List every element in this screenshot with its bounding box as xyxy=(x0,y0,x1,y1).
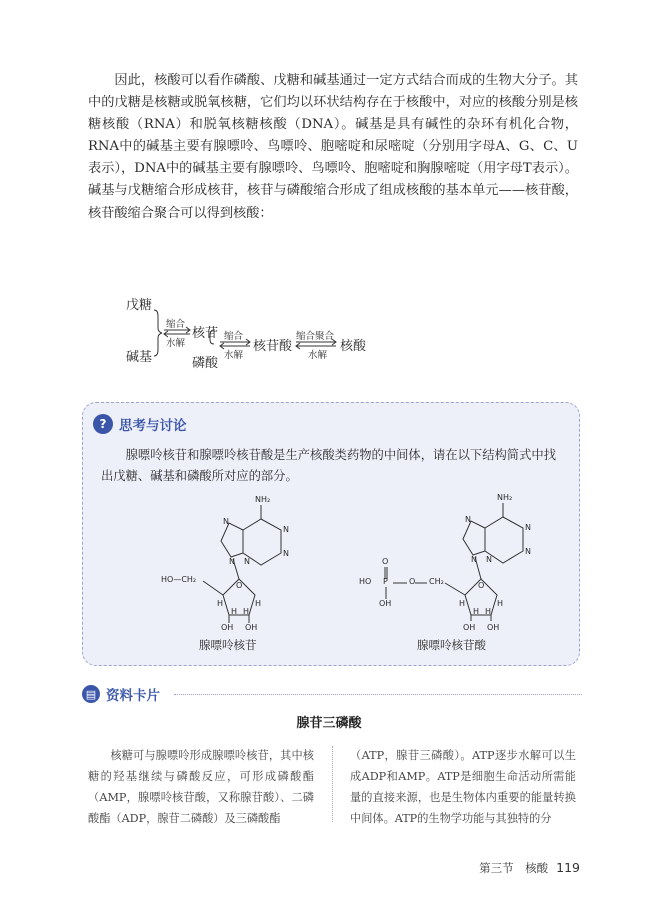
scheme-nucleic-acid: 核酸 xyxy=(340,339,367,354)
column-divider xyxy=(332,746,333,822)
amp-n5: N xyxy=(471,555,477,564)
amp-h4: H xyxy=(485,607,492,616)
adenosine-nh2: NH₂ xyxy=(255,495,271,504)
question-icon: ? xyxy=(93,414,113,434)
amp-nh2: NH₂ xyxy=(497,493,513,502)
info-card-header xyxy=(82,682,582,706)
discussion-header xyxy=(93,413,187,435)
book-icon: ▤ xyxy=(82,685,100,703)
scheme-nucleoside: 核苷 xyxy=(192,326,219,341)
scheme-hydrolysis3-label: 水解 xyxy=(308,350,328,361)
amp-ring-o: O xyxy=(478,581,485,590)
amp-ho: HO xyxy=(359,577,372,586)
adenosine-n5: N xyxy=(229,557,235,566)
intro-paragraph: 因此，核酸可以看作磷酸、戊糖和碱基通过一定方式结合而成的生物大分子。其中的戊糖是核糖或脱氧核糖，它们均以环状结构存在于核酸中，对应的核酸分别是核糖核酸（RNA）和脱氧核糖核酸（DNA）。碱基是具有碱性的杂环有机化合物，RNA中的碱基主要有腺嘌呤、鸟嘌呤、胞嘧啶和尿嘧啶（分别用字母A、G、C、U表示），DNA中的碱基主要有腺嘌呤、鸟嘌呤、胞嘧啶和胸腺嘧啶（用字母T表示）。碱基与戊糖缩合形成核苷，核苷与磷酸缩合形成了组成核酸的基本单元——核苷酸，核苷酸缩合聚合可以得到核酸： xyxy=(88,73,578,221)
scheme-base: 碱基 xyxy=(126,350,153,365)
adenosine-h4: H xyxy=(243,607,250,616)
page-number: 119 xyxy=(556,860,580,875)
discussion-box xyxy=(82,402,580,666)
amp-o-link: O xyxy=(409,577,416,586)
adenosine-n4: N xyxy=(223,517,229,526)
scheme-pentose: 戊糖 xyxy=(126,298,153,313)
amp-n4: N xyxy=(465,515,471,524)
amp-h2: H xyxy=(497,599,504,608)
adenosine-n2: N xyxy=(283,549,289,558)
page-footer xyxy=(479,860,580,876)
amp-oh2: OH xyxy=(487,623,500,632)
adenosine-n3: N xyxy=(244,557,250,566)
adenosine-h2: H xyxy=(255,599,262,608)
scheme-phosphate: 磷酸 xyxy=(192,356,219,371)
discussion-text: 腺嘌呤核苷和腺嘌呤核苷酸是生产核酸类药物的中间体，请在以下结构简式中找出戊糖、碱基和磷酸所对应的部分。 xyxy=(101,448,556,483)
scheme-hydrolysis-label: 水解 xyxy=(166,338,186,349)
info-card-rule xyxy=(174,694,582,695)
scheme-condense2-label: 缩合 xyxy=(224,331,244,342)
adenosine-ho-ch2: HO—CH₂ xyxy=(161,575,197,584)
scheme-condense-label: 缩合 xyxy=(166,319,186,330)
discussion-title: 思考与讨论 xyxy=(119,418,187,434)
amp-n2: N xyxy=(525,547,531,556)
amp-structure xyxy=(353,491,563,655)
adenosine-label: 腺嘌呤核苷 xyxy=(199,638,257,652)
amp-p: P xyxy=(383,577,388,586)
adenosine-oh2: OH xyxy=(245,623,258,632)
amp-ch2: CH₂ xyxy=(429,577,444,586)
info-card-subtitle: 腺苷三磷酸 xyxy=(296,716,362,731)
adenosine-bonds xyxy=(143,495,313,625)
condensation-scheme xyxy=(110,292,410,370)
footer-section: 第三节 核酸 xyxy=(479,861,549,875)
amp-n3: N xyxy=(486,555,492,564)
adenosine-oh1: OH xyxy=(221,623,234,632)
scheme-arrows xyxy=(110,292,410,370)
scheme-hydrolysis2-label: 水解 xyxy=(224,350,244,361)
adenosine-ring-o: O xyxy=(236,581,243,590)
amp-label: 腺嘌呤核苷酸 xyxy=(417,638,486,652)
amp-p-oh: OH xyxy=(379,599,392,608)
amp-h1: H xyxy=(459,599,466,608)
intro-text-block xyxy=(88,70,578,225)
amp-p-double-o: O xyxy=(382,557,389,566)
scheme-polymerize-label: 缩合聚合 xyxy=(296,331,335,342)
adenosine-n1: N xyxy=(283,525,289,534)
adenosine-structure xyxy=(143,495,313,655)
amp-n1: N xyxy=(525,523,531,532)
info-card-left-column: 核糖可与腺嘌呤形成腺嘌呤核苷，其中核糖的羟基继续与磷酸反应，可形成磷酸酯（AMP，腺嘌呤核苷酸，又称腺苷酸）、二磷酸酯（ADP，腺苷二磷酸）及三磷酸酯 xyxy=(88,749,314,825)
info-card-title: 资料卡片 xyxy=(106,688,160,704)
info-card-right-column: （ATP，腺苷三磷酸）。ATP逐步水解可以生成ADP和AMP。ATP是细胞生命活动所需能量的直接来源，也是生物体内重要的能量转换中间体。ATP的生物学功能与其独特的分 xyxy=(350,749,576,825)
adenosine-h3: H xyxy=(231,607,238,616)
adenosine-h1: H xyxy=(217,599,224,608)
scheme-nucleotide: 核苷酸 xyxy=(253,339,293,354)
amp-h3: H xyxy=(473,607,480,616)
amp-oh1: OH xyxy=(463,623,476,632)
